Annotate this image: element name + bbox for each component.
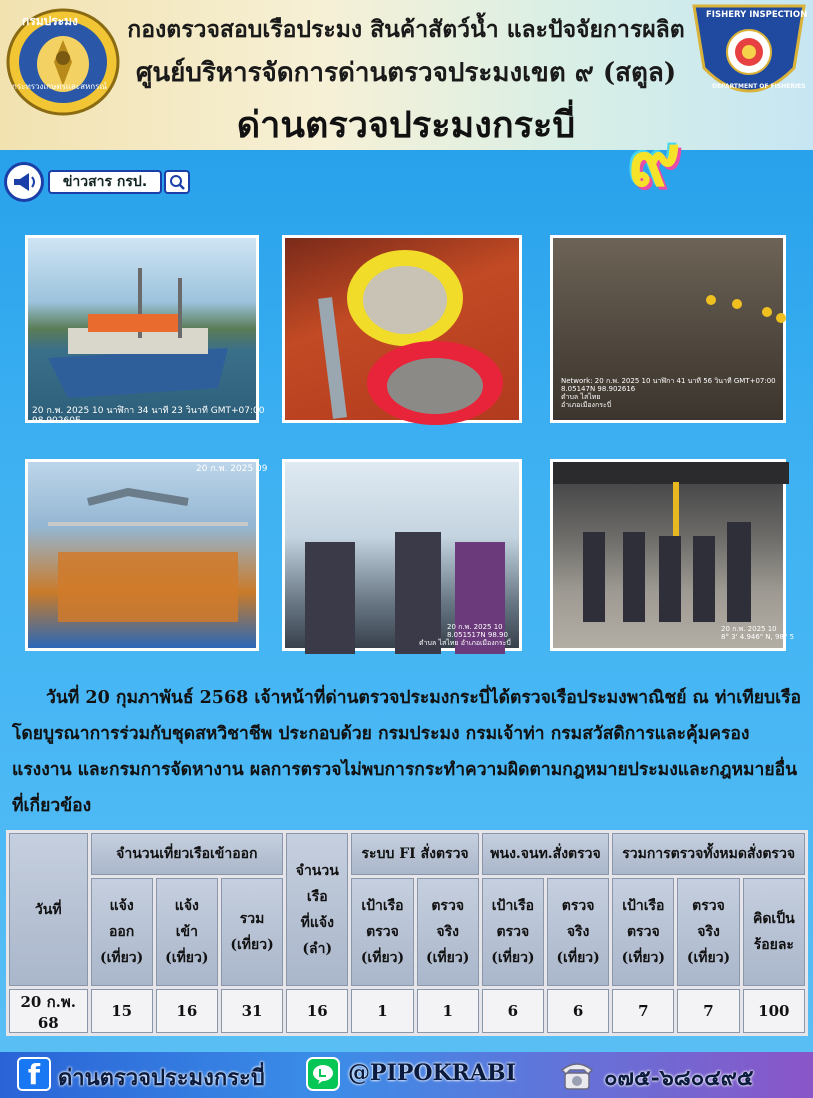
boats-header: จำนวน เรือ ที่แจ้ง (ลำ) [286, 833, 348, 986]
table-cell: 16 [286, 989, 348, 1033]
photo-coordinates: 8.051517N 98.90 [447, 631, 508, 639]
facebook-icon[interactable]: f [17, 1057, 51, 1091]
out-trips-header: แจ้ง ออก (เที่ยว) [91, 878, 153, 986]
fi-actual-header: ตรวจ จริง (เที่ยว) [417, 878, 479, 986]
left-logo-top-text: กรมประมง [22, 14, 78, 28]
date-header: วันที่ [9, 833, 88, 986]
left-logo-bottom-text: กระทรวงเกษตรและสหกรณ์ [12, 82, 107, 91]
news-label[interactable]: ข่าวสาร กรป. [48, 170, 162, 194]
paragraph-line: โดยบูรณาการร่วมกับชุดสหวิชาชีพ ประกอบด้วย กรมประมง กรมเจ้าท่า กรมสวัสดิการและคุ้มครอง [12, 724, 750, 744]
officer-actual-header: ตรวจ จริง (เที่ยว) [547, 878, 609, 986]
photo-coordinates: 98.90260E [32, 416, 81, 426]
total-actual-header: ตรวจ จริง (เที่ยว) [677, 878, 739, 986]
photo-fish-baskets [282, 235, 522, 423]
line-app-icon[interactable] [306, 1057, 340, 1091]
search-icon[interactable] [164, 170, 190, 194]
total-target-header: เป้าเรือ ตรวจ (เที่ยว) [612, 878, 674, 986]
photo-location: ตำบล ไสไทย [561, 393, 601, 401]
phone-number[interactable]: ๐๗๕-๖๘๐๔๙๕ [604, 1065, 754, 1091]
page-title: ด่านตรวจประมงกระบี่ [236, 104, 576, 146]
photo-fishing-boat [25, 235, 265, 426]
table-cell: 15 [91, 989, 153, 1033]
header-line-2: ศูนย์บริหารจัดการด่านตรวจประมงเขต ๙ (สตูล) [135, 58, 677, 88]
paragraph-line: แรงงาน และกรมการจัดหางาน ผลการตรวจไม่พบการกระทำความผิดตามกฎหมายประมงและกฎหมายอื่น [12, 760, 798, 780]
photo-fishing-net [550, 235, 786, 423]
photo-location-district: อำเภอเมืองกระบี่ [561, 401, 612, 409]
table-cell: 7 [612, 989, 674, 1033]
in-trips-header: แจ้ง เข้า (เที่ยว) [156, 878, 218, 986]
line-id-link[interactable]: @PIPOKRABI [348, 1060, 516, 1086]
percent-header: คิดเป็น ร้อยละ [743, 878, 805, 986]
table-cell: 6 [547, 989, 609, 1033]
paragraph-line: ที่เกี่ยวข้อง [12, 796, 92, 816]
table-row [9, 989, 805, 1033]
right-logo-top-text: FISHERY INSPECTION [706, 10, 808, 20]
right-logo-bottom-text: DEPARTMENT OF FISHERIES [712, 83, 806, 90]
table-cell: 6 [482, 989, 544, 1033]
report-paragraph [12, 680, 808, 824]
fi-target-header: เป้าเรือ ตรวจ (เที่ยว) [351, 878, 413, 986]
table-cell: 16 [156, 989, 218, 1033]
table-cell: 20 ก.พ. 68 [9, 989, 88, 1033]
photo-timestamp: 20 ก.พ. 2025 10 [447, 623, 503, 631]
photo-officers-team [550, 459, 795, 651]
news-badge[interactable] [4, 162, 190, 202]
total-group-header: รวมการตรวจทั้งหมดสั่งตรวจ [612, 833, 805, 875]
inspection-stats-table [6, 830, 808, 1036]
table-cell: 31 [221, 989, 283, 1033]
footer-contact-bar [0, 1052, 813, 1098]
trips-group-header: จำนวนเที่ยวเรือเข้าออก [91, 833, 284, 875]
photo-officers-inspecting [282, 459, 522, 651]
table-cell: 1 [351, 989, 413, 1033]
officer-target-header: เป้าเรือ ตรวจ (เที่ยว) [482, 878, 544, 986]
photo-timestamp: 20 ก.พ. 2025 10 นาฬิกา 34 นาที 23 วินาที GMT+07:00 [32, 406, 265, 416]
table-cell: 1 [417, 989, 479, 1033]
header-line-1: กองตรวจสอบเรือประมง สินค้าสัตว์น้ำ และปัจจัยการผลิต [127, 16, 685, 43]
megaphone-icon [4, 162, 44, 202]
table-cell: 100 [743, 989, 805, 1033]
telephone-icon[interactable] [558, 1056, 596, 1092]
decorative-zone-number: ๙ [628, 118, 681, 202]
facebook-page-link[interactable]: ด่านตรวจประมงกระบี่ [58, 1065, 265, 1091]
photo-coordinates: 8.05147N 98.902616 [561, 385, 636, 393]
officer-group-header: พนง.จนท.สั่งตรวจ [482, 833, 609, 875]
total-trips-header: รวม (เที่ยว) [221, 878, 283, 986]
photo-timestamp: 20 ก.พ. 2025 10 [721, 625, 777, 633]
photo-timestamp: 20 ก.พ. 2025 09 [196, 464, 268, 474]
paragraph-line: วันที่ 20 กุมภาพันธ์ 2568 เจ้าหน้าที่ด่านตรวจประมงกระบี่ได้ตรวจเรือประมงพาณิชย์ ณ ท่าเทียบเรือ [46, 688, 802, 708]
photo-timestamp: Network: 20 ก.พ. 2025 10 นาฬิกา 41 นาที 56 วินาที GMT+07:00 [561, 377, 776, 385]
photo-crew-on-deck [25, 459, 268, 651]
photo-location: ตำบล ไสไทย อำเภอเมืองกระบี่ [419, 639, 511, 647]
table-cell: 7 [677, 989, 739, 1033]
photo-coordinates: 8° 3' 4.946" N, 98° 5 [721, 633, 795, 641]
fi-group-header: ระบบ FI สั่งตรวจ [351, 833, 478, 875]
